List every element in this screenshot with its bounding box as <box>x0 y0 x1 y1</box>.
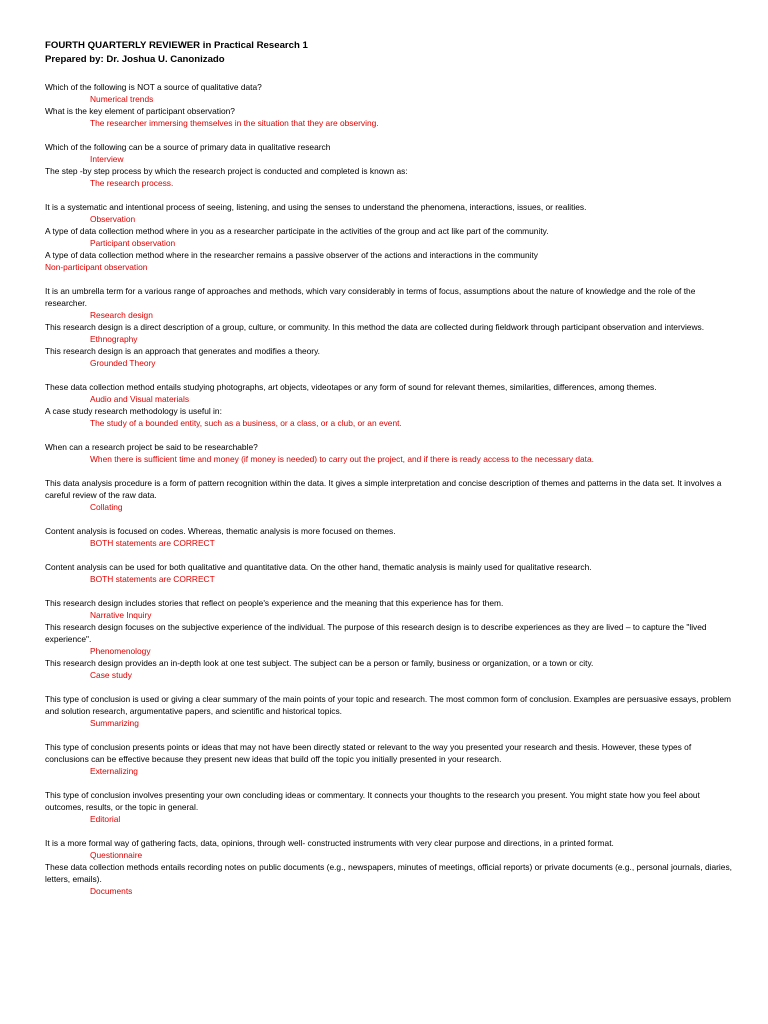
answer-text: Ethnography <box>90 334 138 344</box>
answer-text: Phenomenology <box>90 646 151 656</box>
spacer <box>45 465 735 477</box>
spacer <box>45 585 735 597</box>
spacer <box>45 189 735 201</box>
question-text: Which of the following can be a source of primary data in qualitative research <box>45 142 331 152</box>
answer-text: Summarizing <box>90 718 139 728</box>
question-text: The step -by step process by which the research project is conducted and completed is known as: <box>45 166 408 176</box>
answer-text: Case study <box>90 670 132 680</box>
question-text: This research design focuses on the subjective experience of the individual. The purpose of this research design is to describe experiences as they are lived – to capture the "lived experience". <box>45 622 707 644</box>
answer-text: The study of a bounded entity, such as a business, or a class, or a club, or an event. <box>90 418 402 428</box>
answer-text: Research design <box>90 310 153 320</box>
question-text: What is the key element of participant observation? <box>45 106 235 116</box>
answer-text: Externalizing <box>90 766 138 776</box>
question-text: This type of conclusion is used or giving a clear summary of the main points of your topic and research. The most common form of conclusion. Examples are persuasive essays, problem and solution research, argumentative papers, and scientific and historical topics. <box>45 694 731 716</box>
question-text: It is a more formal way of gathering facts, data, opinions, through well- constructed instruments with very clear purpose and directions, in a printed format. <box>45 838 614 848</box>
spacer <box>45 729 735 741</box>
spacer <box>45 129 735 141</box>
spacer <box>45 825 735 837</box>
answer-text: Grounded Theory <box>90 358 156 368</box>
answer-text: BOTH statements are CORRECT <box>90 574 215 584</box>
question-text: These data collection methods entails recording notes on public documents (e.g., newspapers, minutes of meetings, official reports) or private documents (e.g., personal journals, diaries, letters, emails). <box>45 862 732 884</box>
question-text: A type of data collection method where in you as a researcher participate in the activities of the group and act like part of the community. <box>45 226 549 236</box>
answer-text: Questionnaire <box>90 850 143 860</box>
spacer <box>45 273 735 285</box>
question-text: It is a systematic and intentional process of seeing, listening, and using the senses to understand the phenomena, interactions, issues, or realities. <box>45 202 587 212</box>
question-text: This type of conclusion presents points or ideas that may not have been directly stated or relevant to the way you presented your research and thesis. However, these types of conclusions can be effective because they present new ideas that build off the topic you initially presented in your research. <box>45 742 692 764</box>
document-author: Prepared by: Dr. Joshua U. Canonizado <box>45 54 225 65</box>
spacer <box>45 369 735 381</box>
question-text: This research design provides an in-depth look at one test subject. The subject can be a person or family, business or organization, or a town or city. <box>45 658 594 668</box>
answer-text: The researcher immersing themselves in the situation that they are observing. <box>90 118 379 128</box>
answer-text: Editorial <box>90 814 121 824</box>
answer-text: Interview <box>90 154 124 164</box>
spacer <box>45 681 735 693</box>
question-text: This research design is an approach that generates and modifies a theory. <box>45 346 320 356</box>
answer-text: Participant observation <box>90 238 176 248</box>
answer-text: Non-participant observation <box>45 262 148 272</box>
document-page <box>45 39 735 897</box>
question-text: It is an umbrella term for a various range of approaches and methods, which vary considerably in terms of focus, assumptions about the nature of knowledge and the role of the researcher. <box>45 286 696 308</box>
question-text: These data collection method entails studying photographs, art objects, videotapes or any form of sound for relevant themes, similarities, differences, among themes. <box>45 382 657 392</box>
spacer <box>45 513 735 525</box>
answer-text: Collating <box>90 502 123 512</box>
question-text: This data analysis procedure is a form of pattern recognition within the data. It gives a simple interpretation and concise description of themes and patterns in the data set. It involves a careful review of the raw data. <box>45 478 722 500</box>
question-text: This research design includes stories that reflect on people's experience and the meaning that this experience has for them. <box>45 598 504 608</box>
question-text: This type of conclusion involves presenting your own concluding ideas or commentary. It connects your thoughts to the research you present. You might state how you feel about outcomes, results, or the topic in general. <box>45 790 700 812</box>
question-text: Content analysis is focused on codes. Whereas, thematic analysis is more focused on themes. <box>45 526 396 536</box>
answer-text: Documents <box>90 886 133 896</box>
answer-text: Numerical trends <box>90 94 154 104</box>
document-title: FOURTH QUARTERLY REVIEWER in Practical Research 1 <box>45 40 308 51</box>
question-text: Content analysis can be used for both qualitative and quantitative data. On the other hand, thematic analysis is mainly used for qualitative research. <box>45 562 592 572</box>
question-text: This research design is a direct description of a group, culture, or community. In this method the data are collected during fieldwork through participant observation and interviews. <box>45 322 705 332</box>
answer-text: BOTH statements are CORRECT <box>90 538 215 548</box>
spacer <box>45 549 735 561</box>
answer-text: When there is sufficient time and money (if money is needed) to carry out the project, and if there is ready access to the necessary data. <box>90 454 594 464</box>
question-text: A case study research methodology is useful in: <box>45 406 222 416</box>
answer-text: Observation <box>90 214 136 224</box>
spacer <box>45 429 735 441</box>
answer-text: Audio and Visual materials <box>90 394 190 404</box>
spacer <box>45 67 735 81</box>
question-text: When can a research project be said to be researchable? <box>45 442 258 452</box>
answer-text: The research process. <box>90 178 174 188</box>
answer-text: Narrative Inquiry <box>90 610 152 620</box>
question-text: A type of data collection method where in the researcher remains a passive observer of the actions and interactions in the community <box>45 250 538 260</box>
spacer <box>45 777 735 789</box>
question-text: Which of the following is NOT a source of qualitative data? <box>45 82 262 92</box>
